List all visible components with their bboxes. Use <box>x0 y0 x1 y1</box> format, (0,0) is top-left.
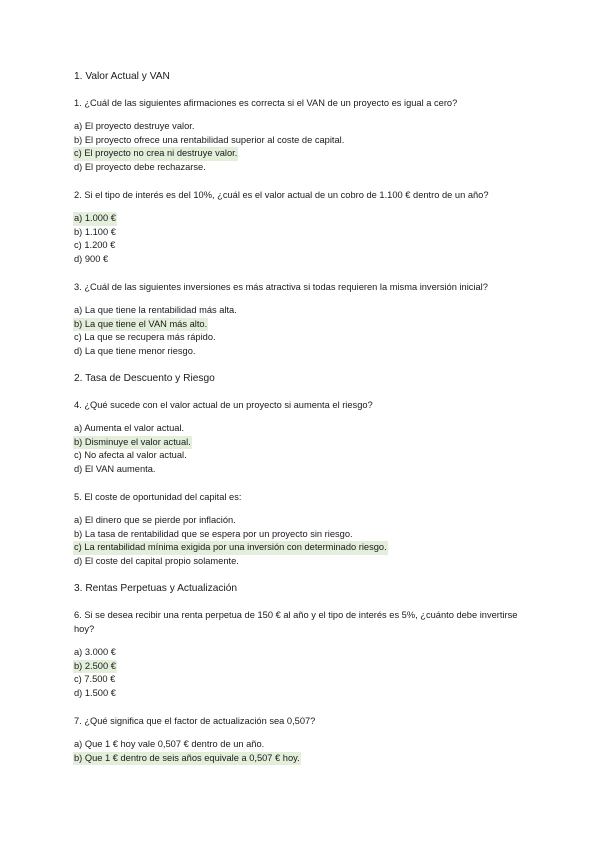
q5-option-d: d) El coste del capital propio solamente. <box>74 555 239 566</box>
q1-option-b: b) El proyecto ofrece una rentabilidad superior al coste de capital. <box>74 134 345 145</box>
q4-option-c: c) No afecta al valor actual. <box>74 450 187 460</box>
question-1-text: 1. ¿Cuál de las siguientes afirmaciones es correcta si el VAN de un proyecto es igual a cero? <box>74 98 458 108</box>
q2-option-d: d) 900 € <box>74 253 109 264</box>
q6-option-c: c) 7.500 € <box>74 674 116 684</box>
question-2-text: 2. Si el tipo de interés es del 10%, ¿cuál es el valor actual de un cobro de 1.100 € dentro de un año? <box>74 190 489 200</box>
q6-option-a: a) 3.000 € <box>74 647 116 657</box>
q2-option-c: c) 1.200 € <box>74 240 116 250</box>
q5-option-b: b) La tasa de rentabilidad que se espera por un proyecto sin riesgo. <box>74 528 353 539</box>
section-heading-2: 2. Tasa de Descuento y Riesgo <box>74 373 215 384</box>
q1-option-a: a) El proyecto destruye valor. <box>74 121 195 131</box>
q3-option-d: d) La que tiene menor riesgo. <box>74 345 196 356</box>
question-2 <box>74 188 554 266</box>
q4-option-d: d) El VAN aumenta. <box>74 463 156 474</box>
q2-option-b: b) 1.100 € <box>74 226 116 237</box>
section-heading-3: 3. Rentas Perpetuas y Actualización <box>74 583 238 594</box>
q6-option-b-correct: b) 2.500 € <box>73 660 117 674</box>
question-5 <box>74 490 554 568</box>
question-7 <box>74 714 554 765</box>
question-5-text: 5. El coste de oportunidad del capital es: <box>74 492 242 502</box>
question-3 <box>74 280 554 358</box>
question-7-text: 7. ¿Qué significa que el factor de actualización sea 0,507? <box>74 716 316 726</box>
q1-option-c-correct: c) El proyecto no crea ni destruye valor. <box>73 147 238 161</box>
q6-option-d: d) 1.500 € <box>74 687 116 698</box>
question-6-text: 6. Si se desea recibir una renta perpetua de 150 € al año y el tipo de interés es 5%, ¿cuánto debe invertirse hoy? <box>74 610 518 634</box>
q3-option-c: c) La que se recupera más rápido. <box>74 332 216 342</box>
q3-option-a: a) La que tiene la rentabilidad más alta. <box>74 305 237 315</box>
q5-option-c-correct: c) La rentabilidad mínima exigida por una inversión con determinado riesgo. <box>73 541 388 555</box>
q5-option-a: a) El dinero que se pierde por inflación. <box>74 515 236 525</box>
q7-option-a: a) Que 1 € hoy vale 0,507 € dentro de un año. <box>74 739 265 749</box>
q1-option-d: d) El proyecto debe rechazarse. <box>74 161 206 172</box>
q4-option-b-correct: b) Disminuye el valor actual. <box>73 436 192 450</box>
question-6 <box>74 608 554 700</box>
q2-option-a-correct: a) 1.000 € <box>73 212 117 226</box>
q3-option-b-correct: b) La que tiene el VAN más alto. <box>73 318 208 332</box>
question-4-text: 4. ¿Qué sucede con el valor actual de un proyecto si aumenta el riesgo? <box>74 400 373 410</box>
question-4 <box>74 398 554 476</box>
q7-option-b-correct: b) Que 1 € dentro de seis años equivale a 0,507 € hoy. <box>73 752 301 766</box>
section-heading-1: 1. Valor Actual y VAN <box>74 71 170 82</box>
question-3-text: 3. ¿Cuál de las siguientes inversiones es más atractiva si todas requieren la misma inversión inicial? <box>74 282 488 292</box>
document-content <box>74 70 554 779</box>
q4-option-a: a) Aumenta el valor actual. <box>74 423 185 433</box>
question-1 <box>74 96 554 174</box>
